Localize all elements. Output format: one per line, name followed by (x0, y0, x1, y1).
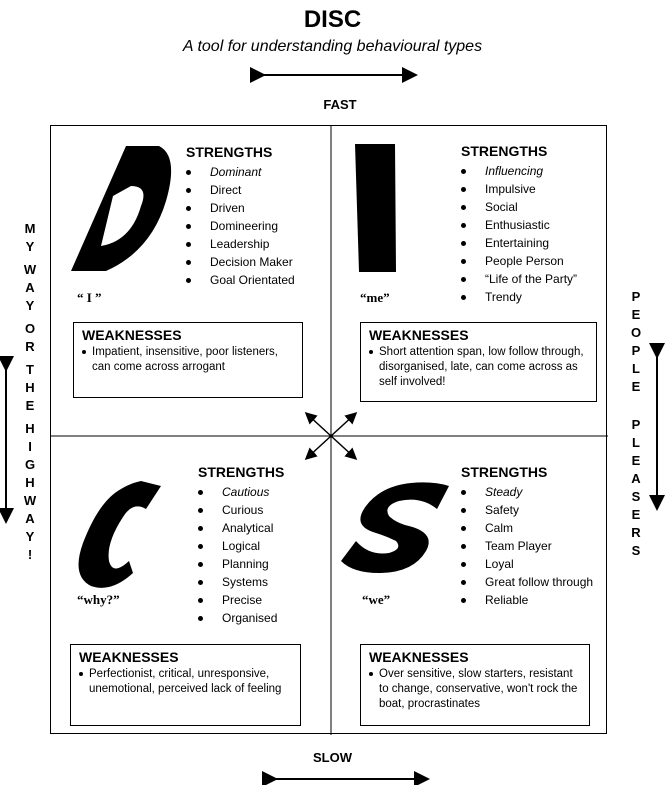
s-strengths (461, 464, 593, 609)
page-title: DISC (303, 6, 362, 33)
vertical-letter: W (23, 262, 37, 277)
left-vertical-label (20, 220, 40, 564)
strength-item: Cautious (198, 483, 284, 501)
strength-item: Steady (461, 483, 593, 501)
c-caption: “why?” (77, 592, 120, 607)
d-weaknesses-title: WEAKNESSES (82, 327, 182, 343)
strength-item: Calm (461, 519, 593, 537)
strength-item: Entertaining (461, 234, 577, 252)
strength-item: Organised (198, 609, 284, 627)
fast-label: FAST (323, 97, 357, 112)
vertical-letter: A (631, 471, 641, 486)
vertical-letter: P (631, 343, 641, 358)
disc-grid (50, 125, 607, 734)
d-strengths-list (186, 163, 295, 289)
strength-item: Driven (186, 199, 295, 217)
vertical-letter: E (631, 379, 641, 394)
vertical-letter: R (631, 525, 641, 540)
i-strengths-list (461, 162, 577, 306)
i-strengths (461, 143, 577, 306)
d-strengths (186, 144, 295, 289)
vertical-letter: E (631, 453, 641, 468)
c-weaknesses-text: Perfectionist, critical, unresponsive, unemotional, perceived lack of feeling (79, 667, 292, 697)
strength-item: Analytical (198, 519, 284, 537)
d-weaknesses-text: Impatient, insensitive, poor listeners, can come across arrogant (82, 345, 294, 375)
strength-item: People Person (461, 252, 577, 270)
vertical-letter: R (25, 339, 35, 354)
vertical-letter: L (632, 361, 640, 376)
vertical-letter: H (25, 475, 35, 490)
strength-item: Goal Orientated (186, 271, 295, 289)
i-weaknesses-title: WEAKNESSES (369, 327, 469, 343)
strength-item: Loyal (461, 555, 593, 573)
vertical-letter: P (631, 417, 641, 432)
vertical-letter: Y (25, 298, 35, 313)
d-strengths-title: STRENGTHS (186, 144, 273, 160)
strength-item: Great follow through (461, 573, 593, 591)
c-strengths (198, 464, 284, 627)
vertical-letter: H (25, 380, 35, 395)
strength-item: Safety (461, 501, 593, 519)
strength-item: Curious (198, 501, 284, 519)
vertical-letter: I (28, 439, 32, 454)
vertical-letter (626, 396, 646, 416)
letter-s-icon (341, 481, 451, 576)
vertical-letter: M (24, 221, 36, 236)
strength-item: Leadership (186, 235, 295, 253)
strength-item: Enthusiastic (461, 216, 577, 234)
strength-item: Precise (198, 591, 284, 609)
vertical-letter: P (631, 289, 641, 304)
vertical-letter: A (25, 280, 35, 295)
slow-label: SLOW (313, 750, 352, 765)
vertical-letter: S (631, 489, 641, 504)
vertical-letter: G (24, 457, 36, 472)
vertical-letter: ! (27, 547, 33, 562)
s-weaknesses-box (360, 644, 590, 726)
strength-item: Direct (186, 181, 295, 199)
letter-i-icon (353, 144, 403, 274)
strength-item: “Life of the Party” (461, 270, 577, 288)
page-subtitle: A tool for understanding behavioural types (182, 38, 483, 55)
vertical-letter: E (25, 398, 35, 413)
vertical-letter: Y (25, 529, 35, 544)
strength-item: Decision Maker (186, 253, 295, 271)
vertical-letter: E (631, 307, 641, 322)
strength-item: Systems (198, 573, 284, 591)
vertical-letter: S (631, 543, 641, 558)
s-weaknesses-text: Over sensitive, slow starters, resistant to change, conservative, won't rock the boat, procrastinates (369, 667, 581, 712)
s-strengths-title: STRENGTHS (461, 464, 548, 480)
vertical-letter: H (25, 421, 35, 436)
d-caption: “ I ” (77, 290, 102, 305)
i-caption: “me” (360, 290, 390, 305)
letter-d-icon (71, 146, 171, 286)
strength-item: Trendy (461, 288, 577, 306)
i-weaknesses-text: Short attention span, low follow through, disorganised, late, can come across as self involved! (369, 345, 588, 390)
vertical-letter: E (631, 507, 641, 522)
vertical-letter: Y (25, 239, 35, 254)
s-strengths-list (461, 483, 593, 609)
c-strengths-title: STRENGTHS (198, 464, 285, 480)
d-weaknesses-box (73, 322, 303, 398)
vertical-letter: L (632, 435, 640, 450)
right-vertical-label (626, 288, 646, 560)
c-strengths-list (198, 483, 284, 627)
strength-item: Impulsive (461, 180, 577, 198)
strength-item: Logical (198, 537, 284, 555)
s-weaknesses-title: WEAKNESSES (369, 649, 469, 665)
i-strengths-title: STRENGTHS (461, 143, 548, 159)
vertical-letter: W (23, 493, 37, 508)
c-weaknesses-title: WEAKNESSES (79, 649, 179, 665)
strength-item: Dominant (186, 163, 295, 181)
s-caption: “we” (362, 592, 391, 607)
strength-item: Planning (198, 555, 284, 573)
letter-c-icon (71, 481, 161, 591)
strength-item: Social (461, 198, 577, 216)
vertical-letter: O (630, 325, 642, 340)
strength-item: Team Player (461, 537, 593, 555)
strength-item: Influencing (461, 162, 577, 180)
i-weaknesses-box (360, 322, 597, 402)
strength-item: Reliable (461, 591, 593, 609)
c-weaknesses-box (70, 644, 301, 726)
vertical-letter: O (24, 321, 36, 336)
vertical-letter: T (26, 362, 34, 377)
vertical-letter: A (25, 511, 35, 526)
strength-item: Domineering (186, 217, 295, 235)
